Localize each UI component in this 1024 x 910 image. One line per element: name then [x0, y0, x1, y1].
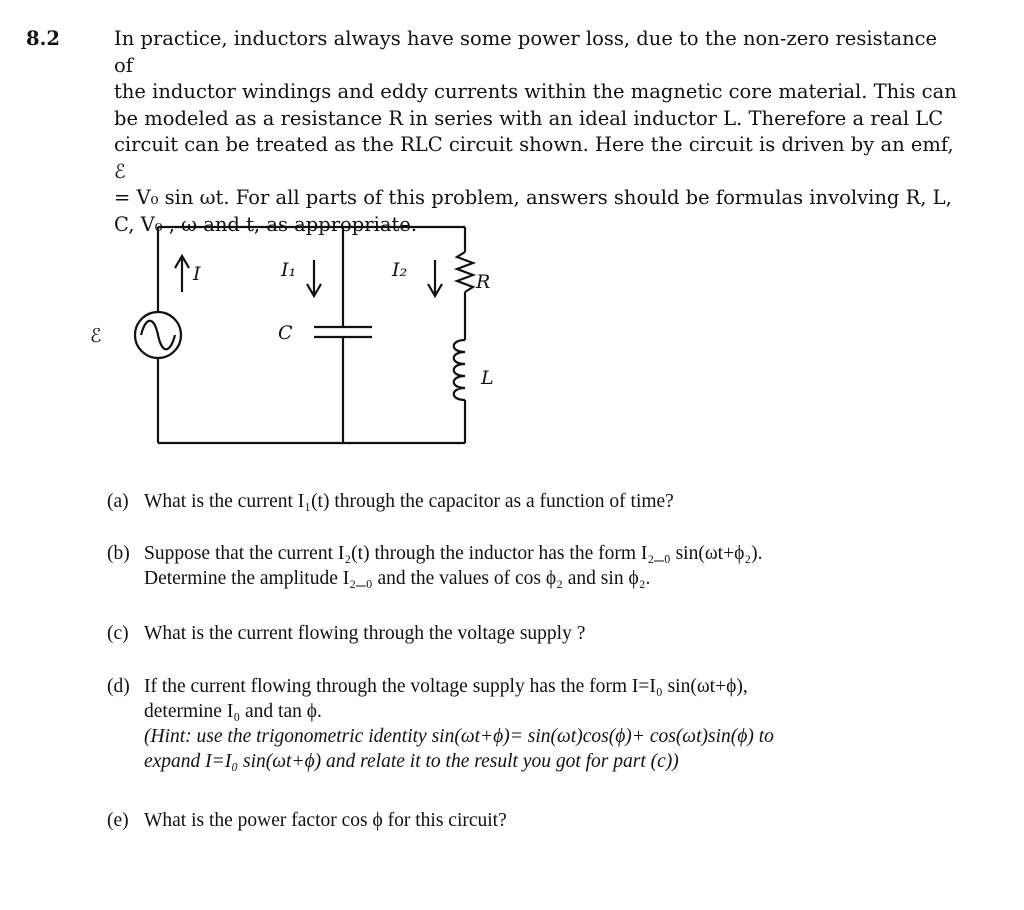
question-d-label: (d)	[107, 676, 130, 697]
question-d	[107, 674, 967, 774]
question-d-line-2: determine I₀ and tan ϕ.	[144, 701, 322, 722]
question-e-line-1: What is the power factor cos ϕ for this circuit?	[144, 810, 507, 831]
question-a-line-1: What is the current I₁(t) through the capacitor as a function of time?	[144, 491, 674, 512]
inductor-coil	[454, 340, 465, 400]
arrow-I1-icon	[307, 260, 321, 296]
current-I1-label: I₁	[281, 259, 297, 281]
emf-label: ℰ	[90, 325, 102, 347]
intro-line-5: = V₀ sin ωt. For all parts of this problem, answers should be formulas involving R, L,	[114, 186, 952, 209]
arrow-I2-icon	[428, 260, 442, 296]
question-c	[107, 621, 967, 646]
intro-line-6: C, V₀ , ω and t, as appropriate.	[114, 212, 418, 236]
intro-line-2: the inductor windings and eddy currents within the magnetic core material. This can	[114, 80, 957, 103]
intro-line-1: 8.2 In practice, inductors always have some power loss, due to the non-zero resistance of	[26, 27, 938, 77]
question-b-line-1: Suppose that the current I₂(t) through the inductor has the form I₂_₀ sin(ωt+ϕ₂).	[144, 543, 763, 564]
inductor-label: L	[481, 367, 494, 389]
question-b	[107, 541, 967, 591]
problem-statement	[26, 26, 962, 238]
question-d-line-3: (Hint: use the trigonometric identity sin(ωt+ϕ)= sin(ωt)cos(ϕ)+ cos(ωt)sin(ϕ) to	[144, 726, 774, 747]
problem-number: 8.2	[26, 27, 60, 50]
intro-line-4: circuit can be treated as the RLC circuit shown. Here the circuit is driven by an emf, ℰ	[114, 133, 954, 183]
resistor-label: R	[476, 271, 491, 293]
question-e	[107, 808, 967, 833]
resistor-zigzag	[457, 252, 473, 292]
arrow-I-icon	[175, 256, 189, 292]
capacitor-label: C	[278, 322, 293, 344]
question-c-label: (c)	[107, 623, 129, 644]
question-b-line-2: Determine the amplitude I₂_₀ and the values of cos ϕ₂ and sin ϕ₂.	[144, 568, 651, 589]
question-c-line-1: What is the current flowing through the voltage supply ?	[144, 623, 586, 644]
question-d-line-1: If the current flowing through the voltage supply has the form I=I₀ sin(ωt+ϕ),	[144, 676, 748, 697]
question-d-line-4: expand I=I₀ sin(ωt+ϕ) and relate it to the result you got for part (c))	[144, 751, 679, 772]
question-a	[107, 489, 967, 514]
rlc-circuit-diagram	[80, 210, 520, 460]
current-I2-label: I₂	[392, 259, 408, 281]
question-e-label: (e)	[107, 810, 129, 831]
current-I-label: I	[193, 263, 201, 285]
question-a-label: (a)	[107, 491, 129, 512]
question-b-label: (b)	[107, 543, 130, 564]
intro-line-3: be modeled as a resistance R in series with an ideal inductor L. Therefore a real LC	[114, 106, 944, 130]
